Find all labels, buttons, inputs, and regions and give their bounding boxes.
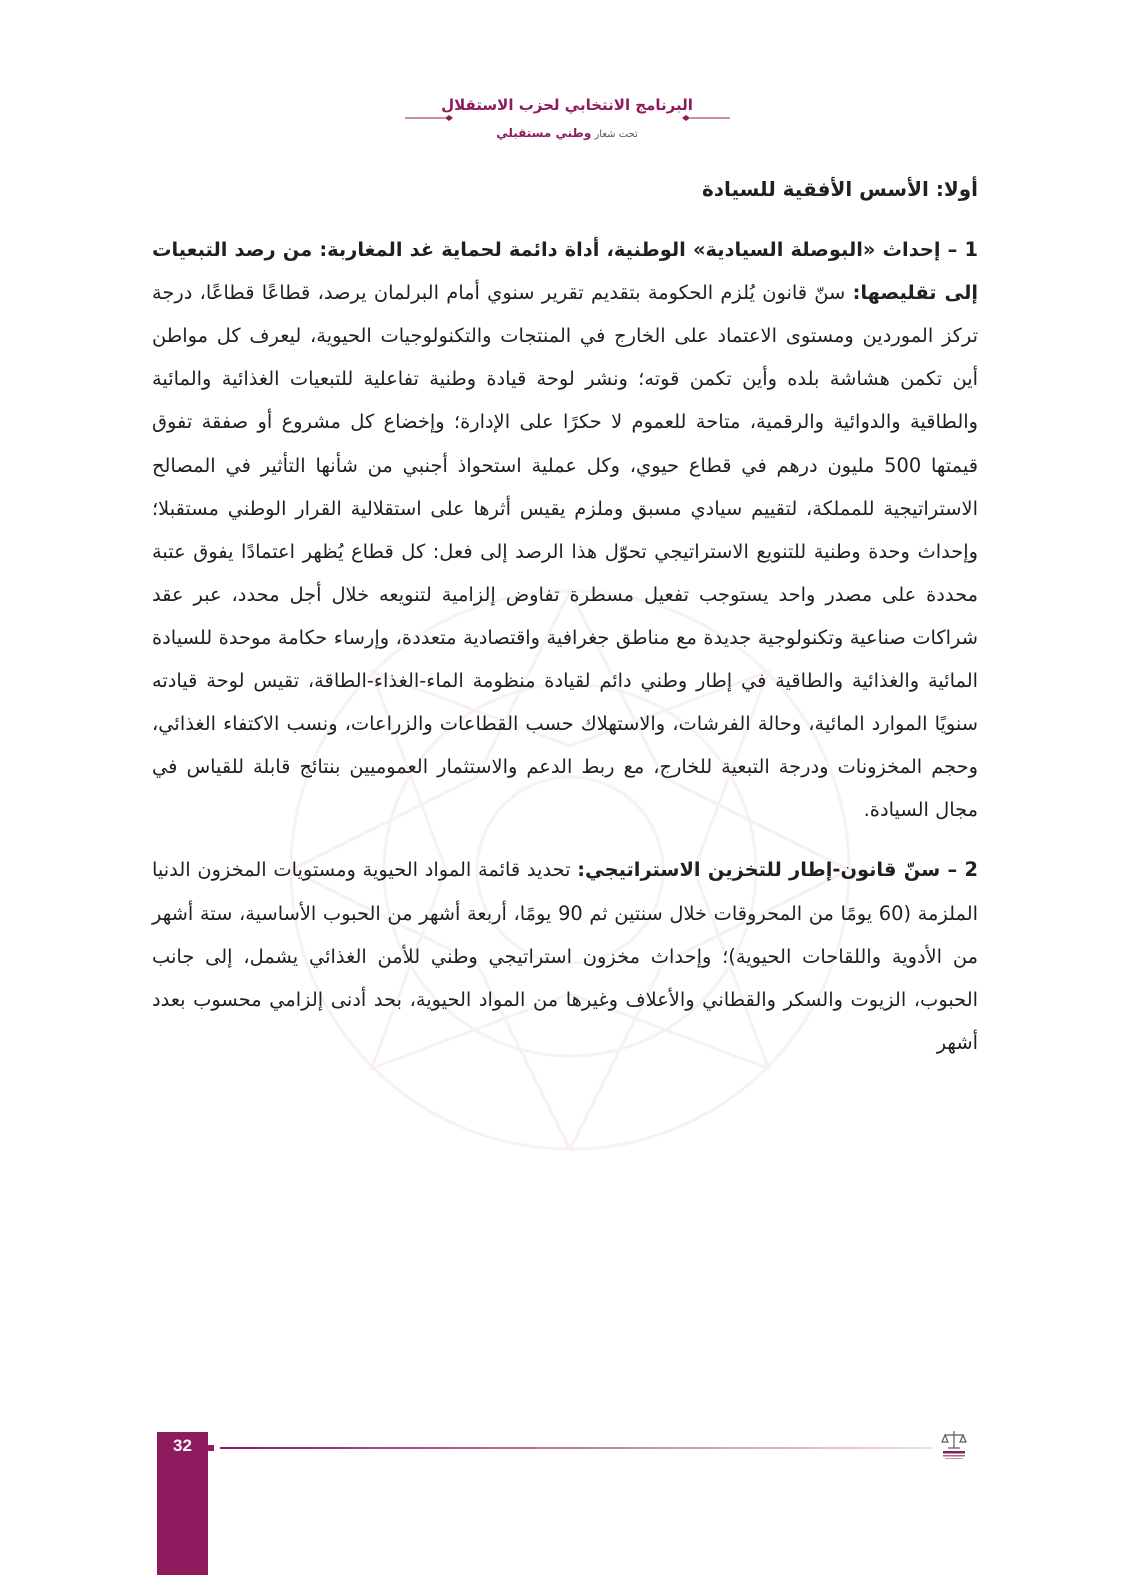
page-header — [0, 92, 1134, 152]
header-ornament-right — [430, 114, 730, 122]
paragraph-2-text: تحديد قائمة المواد الحيوية ومستويات المخزون الدنيا الملزمة (60 يومًا من المحروقات خلال سنتين ثم 90 يومًا، أربعة أشهر من الحبوب الأساسية، ستة أشهر من الأدوية واللقاحات الحيوية)؛ وإحداث مخزون استراتيجي وطني للأمن الغذائي يشمل، إلى جانب الحبوب، الزيوت والسكر والقطاني والأعلاف وغيرها من المواد الحيوية، بحد أدنى إلزامي محسوب بعدد أشهر — [152, 858, 979, 1054]
paragraph-1 — [152, 228, 978, 831]
paragraph-1-text: سنّ قانون يُلزم الحكومة بتقديم تقرير سنوي أمام البرلمان يرصد، قطاعًا قطاعًا، درجة تركز الموردين ومستوى الاعتماد على الخارج في المنتجات والتكنولوجيات الحيوية، ليعرف كل مواطن أين تكمن هشاشة بلده وأين تكمن قوته؛ ونشر لوحة قيادة وطنية تفاعلية للتبعيات الغذائية والمائية والطاقية والدوائية والرقمية، متاحة للعموم لا حكرًا على الإدارة؛ وإخضاع كل مشروع أو صفقة تفوق قيمتها 500 مليون درهم في قطاع حيوي، وكل عملية استحواذ أجنبي من شأنها التأثير في المصالح الاستراتيجية للمملكة، لتقييم سيادي مسبق وملزم يقيس أثرها على استقلالية القرار الوطني مستقبلا؛ وإحداث وحدة وطنية للتنويع الاستراتيجي تحوّل هذا الرصد إلى فعل: كل قطاع يُظهر اعتمادًا يفوق عتبة محددة على مصدر واحد يستوجب تفعيل مسطرة تفاوض إلزامية لتنويعه خلال أجل محدد، عبر عقد شراكات صناعية وتكنولوجية جديدة مع مناطق جغرافية واقتصادية متعددة، وإرساء حكامة موحدة للسيادة المائية والغذائية والطاقية في إطار وطني دائم لقيادة منظومة الماء-الغذاء-الطاقة، تقيس لوحة قيادته سنويًا الموارد المائية، وحالة الفرشات، والاستهلاك حسب القطاعات والزراعات، ونسب الاكتفاء الغذائي، وحجم المخزونات ودرجة التبعية للخارج، مع ربط الدعم والاستثمار العموميين بنتائج قابلة للقياس في مجال السيادة. — [152, 281, 978, 822]
section-heading: أولا: الأسس الأفقية للسيادة — [701, 177, 978, 201]
header-prefix: تحت شعار — [594, 129, 638, 140]
paragraph-2 — [152, 848, 978, 1063]
paragraph-1-lead: 1 – إحداث «البوصلة السيادية» الوطنية، أداة دائمة لحماية غد المغاربة: من رصد التبعيات إلى تقليصها: — [152, 238, 978, 305]
page-number: 32 — [173, 1436, 192, 1455]
header-slogan: وطني مستقبلي — [496, 126, 592, 140]
header-subtitle — [0, 126, 1134, 140]
header-title: البرنامج الانتخابي لحزب الاستقلال — [441, 96, 693, 114]
footer-rule — [208, 1443, 933, 1453]
paragraph-2-lead: 2 – سنّ قانون-إطار للتخزين الاستراتيجي: — [577, 858, 978, 882]
party-logo-icon — [940, 1428, 968, 1462]
page-content — [152, 168, 978, 1064]
